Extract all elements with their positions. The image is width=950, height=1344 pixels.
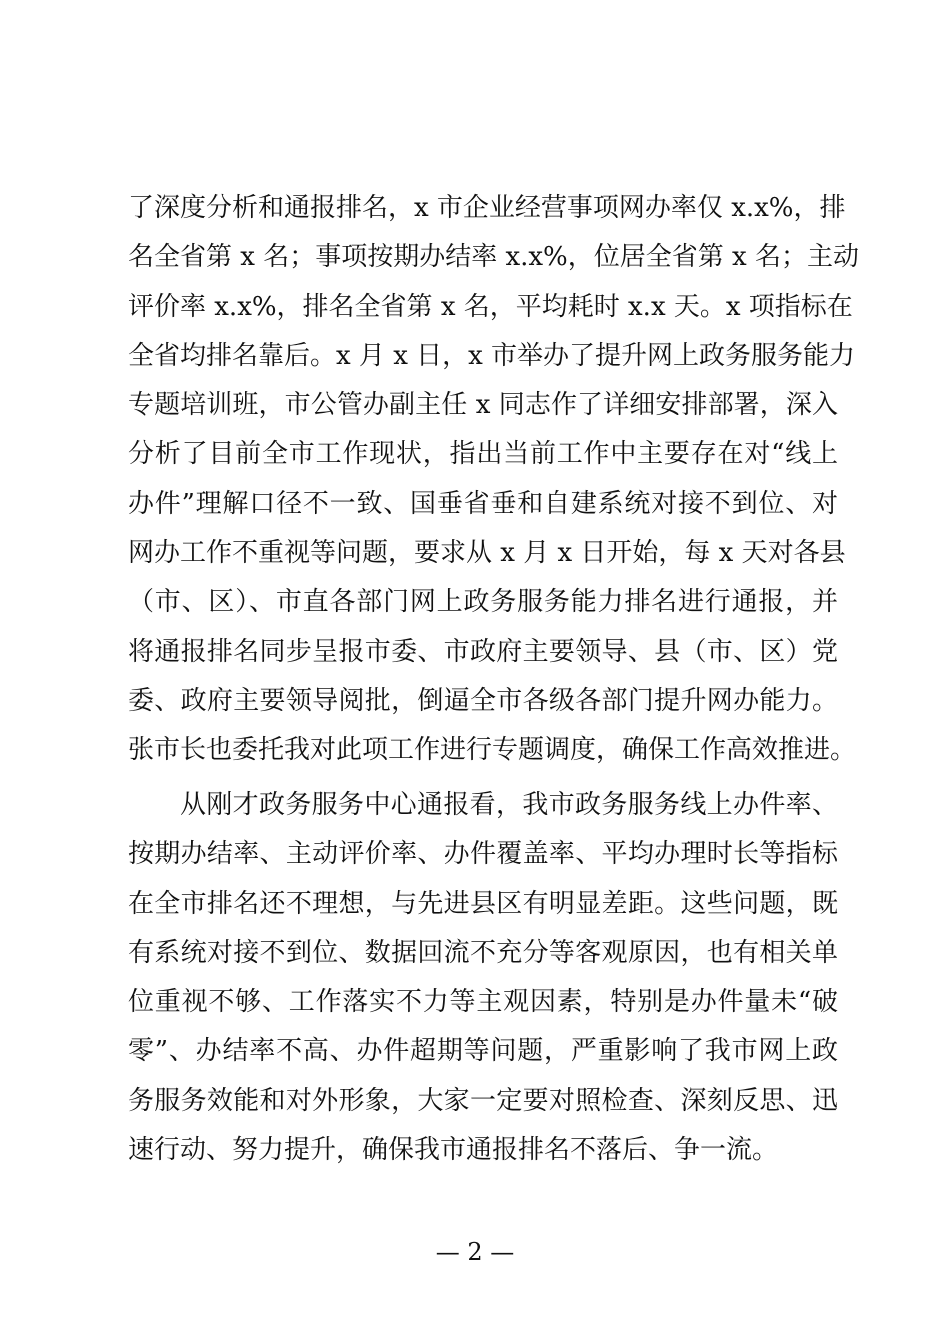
body-paragraph-2 — [128, 781, 838, 1175]
paragraph-line: 全省均排名靠后。x 月 x 日，x 市举办了提升网上政务服务能力 — [128, 340, 856, 371]
paragraph-line: 张市长也委托我对此项工作进行专题调度，确保工作高效推进。 — [128, 735, 857, 766]
paragraph-line: 速行动、努力提升，确保我市通报排名不落后、争一流。 — [128, 1135, 779, 1166]
paragraph-line: 零”、办结率不高、办件超期等问题，严重影响了我市网上政 — [128, 1036, 838, 1067]
paragraph-line: 在全市排名还不理想，与先进县区有明显差距。这些问题，既 — [128, 888, 838, 919]
paragraph-line: 有系统对接不到位、数据回流不充分等客观原因，也有相关单 — [128, 937, 838, 968]
paragraph-line: 办件”理解口径不一致、国垂省垂和自建系统对接不到位、对 — [128, 488, 838, 519]
paragraph-line: 分析了目前全市工作现状，指出当前工作中主要存在对“线上 — [128, 439, 838, 470]
paragraph-line: 将通报排名同步呈报市委、市政府主要领导、县（市、区）党 — [128, 636, 838, 667]
body-paragraph-1 — [128, 184, 859, 776]
paragraph-line: 评价率 x.x%，排名全省第 x 名，平均耗时 x.x 天。x 项指标在 — [128, 291, 853, 322]
page-number: — 2 — — [435, 1238, 515, 1266]
paragraph-line: （市、区）、市直各部门网上政务服务能力排名进行通报，并 — [128, 587, 838, 618]
paragraph-line: 专题培训班，市公管办副主任 x 同志作了详细安排部署，深入 — [128, 390, 838, 421]
paragraph-line: 按期办结率、主动评价率、办件覆盖率、平均办理时长等指标 — [128, 839, 838, 870]
paragraph-line: 名全省第 x 名；事项按期办结率 x.x%，位居全省第 x 名；主动 — [128, 242, 859, 273]
paragraph-line: 从刚才政务服务中心通报看，我市政务服务线上办件率、 — [180, 790, 838, 820]
paragraph-line: 了深度分析和通报排名，x 市企业经营事项网办率仅 x.x%，排 — [128, 193, 846, 223]
paragraph-line: 委、政府主要领导阅批，倒逼全市各级各部门提升网办能力。 — [128, 685, 838, 716]
paragraph-line: 位重视不够、工作落实不力等主观因素，特别是办件量未“破 — [128, 987, 838, 1018]
paragraph-line: 务服务效能和对外形象，大家一定要对照检查、深刻反思、迅 — [128, 1085, 838, 1116]
paragraph-line: 网办工作不重视等问题，要求从 x 月 x 日开始，每 x 天对各县 — [128, 538, 846, 569]
